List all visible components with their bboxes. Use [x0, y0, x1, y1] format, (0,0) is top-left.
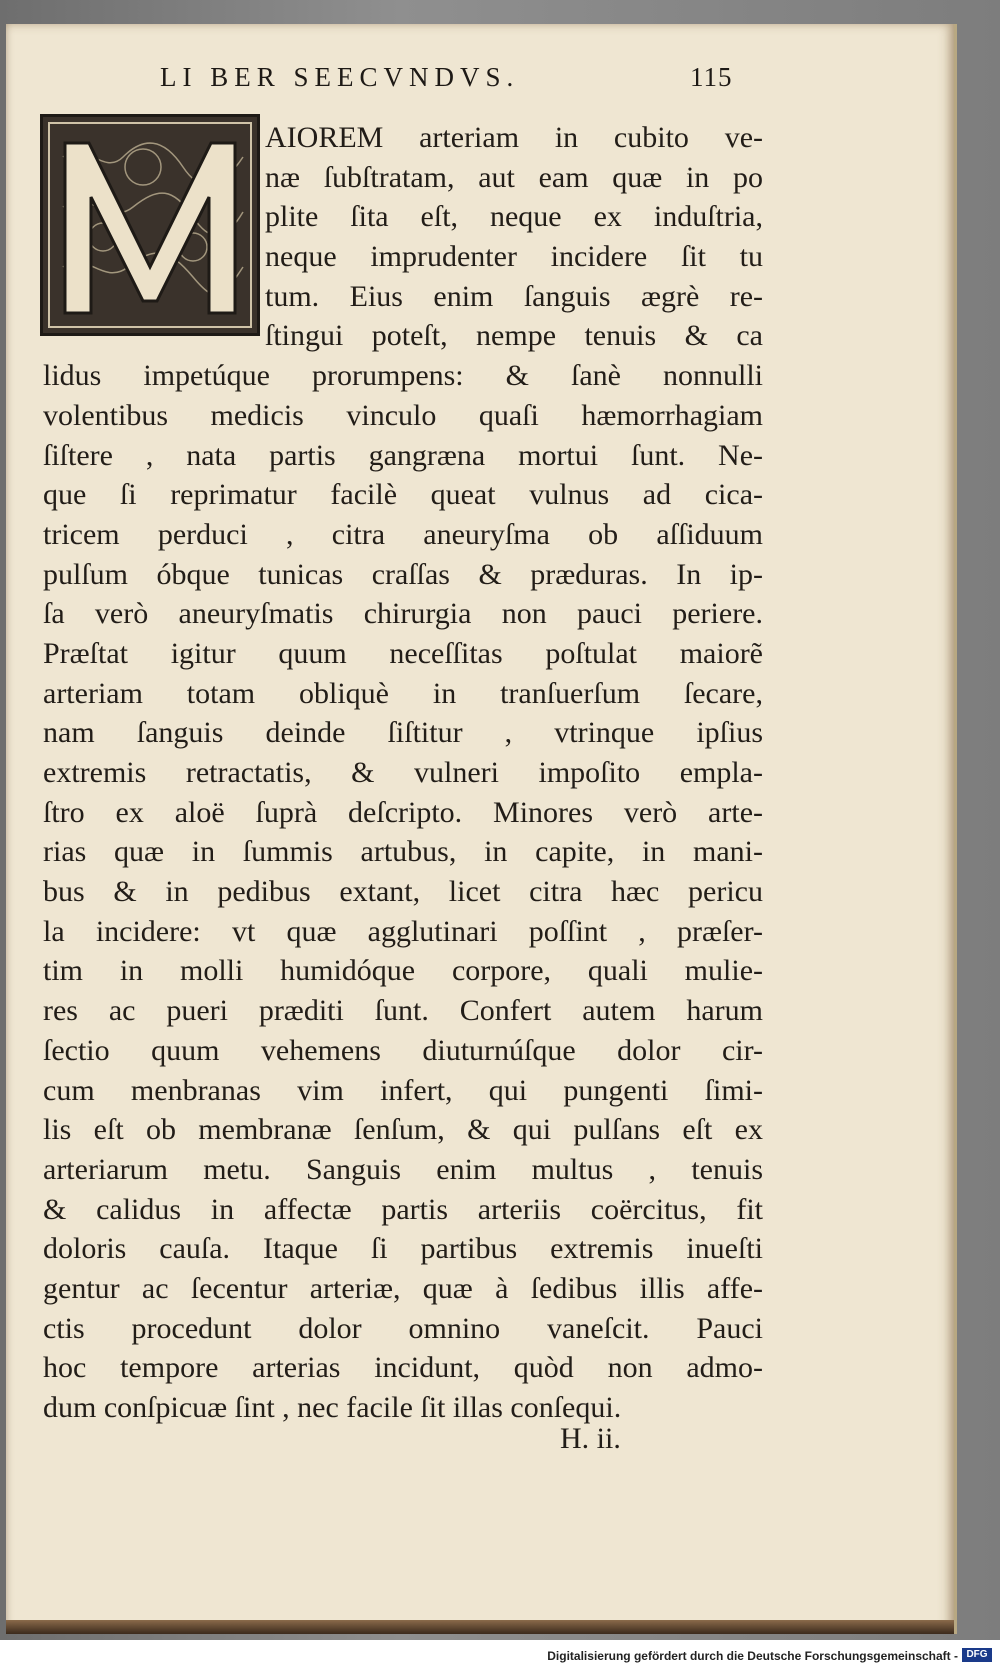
text-line: la incidere: vt quæ agglutinari poſſint , præſer- — [43, 914, 763, 948]
text-line: ſa verò aneuryſmatis chirurgia non pauci periere. — [43, 597, 763, 631]
running-header — [160, 62, 780, 93]
text-line: doloris cauſa. Itaque ſi partibus extremis inueſti — [43, 1232, 763, 1266]
text-line: ſectio quum vehemens diuturnúſque dolor cir- — [43, 1033, 763, 1067]
text-line: pulſum óbque tunicas craſſas & præduras. In ip- — [43, 557, 763, 591]
text-line: hoc tempore arterias incidunt, quòd non admo- — [43, 1351, 763, 1385]
digitization-credit: Digitalisierung gefördert durch die Deutsche Forschungsgemeinschaft - — [547, 1649, 958, 1663]
text-line: ctis procedunt dolor omnino vaneſcit. Pauci — [43, 1311, 763, 1345]
dfg-logo: DFG — [962, 1648, 992, 1662]
text-line: volentibus medicis vinculo quaſi hæmorrhagiam — [43, 398, 763, 432]
text-line: rias quæ in ſummis artubus, in capite, in mani- — [43, 835, 763, 869]
text-line: ſtingui poteſt, nempe tenuis & ca — [265, 319, 763, 353]
text-line: tum. Eius enim ſanguis ægrè re- — [265, 279, 763, 313]
text-line: lidus impetúque prorumpens: & ſanè nonnulli — [43, 359, 763, 393]
text-line: que ſi reprimatur facilè queat vulnus ad cica- — [43, 478, 763, 512]
text-line: res ac pueri præditi ſunt. Confert autem harum — [43, 994, 763, 1028]
text-line: tim in molli humidóque corpore, quali mulie- — [43, 954, 763, 988]
text-line: AIOREM arteriam in cubito ve- — [265, 121, 763, 154]
text-line: Præſtat igitur quum neceſſitas poſtulat maiorẽ — [43, 636, 763, 670]
page-bottom-edge — [6, 1620, 954, 1634]
text-line: ſtro ex aloë ſuprà deſcripto. Minores verò arte- — [43, 795, 763, 829]
text-line: lis eſt ob membranæ ſenſum, & qui pulſans eſt ex — [43, 1113, 763, 1147]
text-line: arteriarum metu. Sanguis enim multus , tenuis — [43, 1152, 763, 1186]
text-line: arteriam totam obliquè in tranſuerſum ſecare, — [43, 676, 763, 710]
text-line: bus & in pedibus extant, licet citra hæc pericu — [43, 875, 763, 909]
text-line: næ ſubſtratam, aut eam quæ in po — [265, 160, 763, 194]
text-line: ſiſtere , nata partis gangræna mortui ſunt. Ne- — [43, 438, 763, 472]
text-line: gentur ac ſecentur arteriæ, quæ à ſedibus illis affe- — [43, 1271, 763, 1305]
text-line: cum menbranas vim infert, qui pungenti ſimi- — [43, 1073, 763, 1107]
text-line: dum conſpicuæ ſint , nec facile ſit illas conſequi. — [43, 1391, 622, 1424]
text-line: tricem perduci , citra aneuryſma ob aſſiduum — [43, 517, 763, 551]
folio-number: 115 — [690, 62, 733, 92]
text-line: nam ſanguis deinde ſiſtitur , vtrinque ipſius — [43, 716, 763, 750]
text-line: extremis retractatis, & vulneri impoſito empla- — [43, 756, 763, 789]
signature-mark: H. ii. — [560, 1422, 621, 1455]
text-line: & calidus in affectæ partis arteriis coërcitus, fit — [43, 1192, 763, 1226]
running-title: LI BER SEECVNDVS. — [160, 62, 520, 92]
text-line: plite ſita eſt, neque ex induſtria, — [265, 200, 763, 234]
text-line: neque imprudenter incidere ſit tu — [265, 240, 763, 274]
body-text — [43, 118, 763, 1428]
